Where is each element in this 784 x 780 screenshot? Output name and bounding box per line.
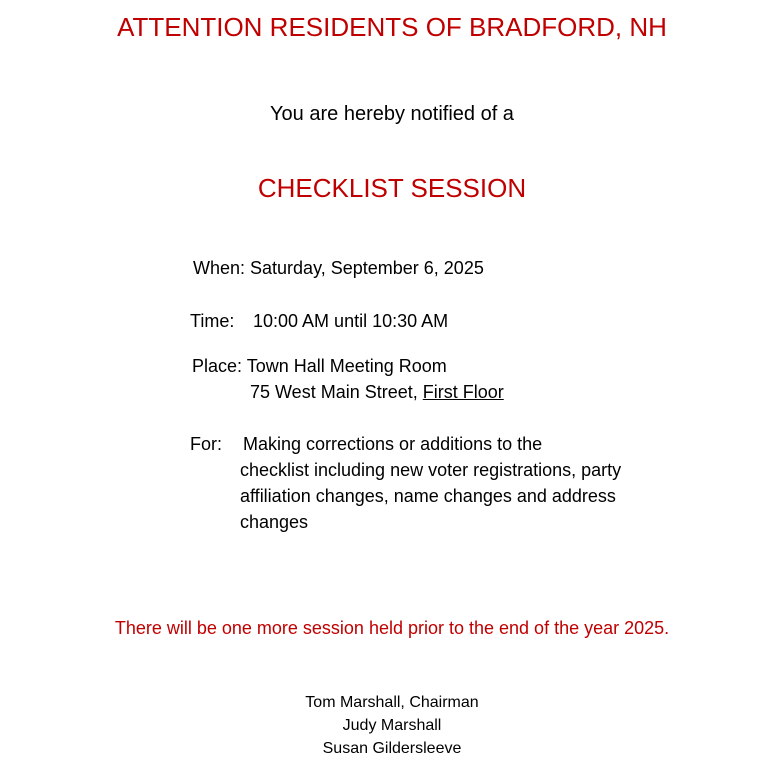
signature-line: Tom Marshall, Chairman: [305, 694, 479, 711]
signature-line: Judy Marshall: [342, 717, 442, 734]
time-label: Time:: [190, 311, 235, 331]
when-line: When: Saturday, September 6, 2025: [193, 258, 484, 278]
place-line-2: [250, 382, 504, 403]
time-line: [190, 311, 449, 332]
for-label: For:: [190, 434, 223, 454]
for-line: changes: [240, 512, 309, 532]
for-line: checklist including new voter registrations, party: [240, 460, 622, 480]
place-line-1: Place: Town Hall Meeting Room: [192, 356, 447, 376]
page-title: ATTENTION RESIDENTS OF BRADFORD, NH: [117, 12, 667, 42]
session-title: CHECKLIST SESSION: [257, 173, 527, 203]
for-line: Making corrections or additions to the: [243, 434, 543, 454]
for-line: affiliation changes, name changes and address: [240, 486, 616, 506]
signature-line: Susan Gildersleeve: [322, 740, 462, 757]
notice-text: You are hereby notified of a: [270, 103, 514, 125]
place-address: 75 West Main Street,: [250, 382, 423, 402]
additional-session-note: There will be one more session held prior to the end of the year 2025.: [114, 618, 670, 638]
place-floor: First Floor: [422, 382, 504, 402]
time-value: 10:00 AM until 10:30 AM: [253, 311, 449, 331]
